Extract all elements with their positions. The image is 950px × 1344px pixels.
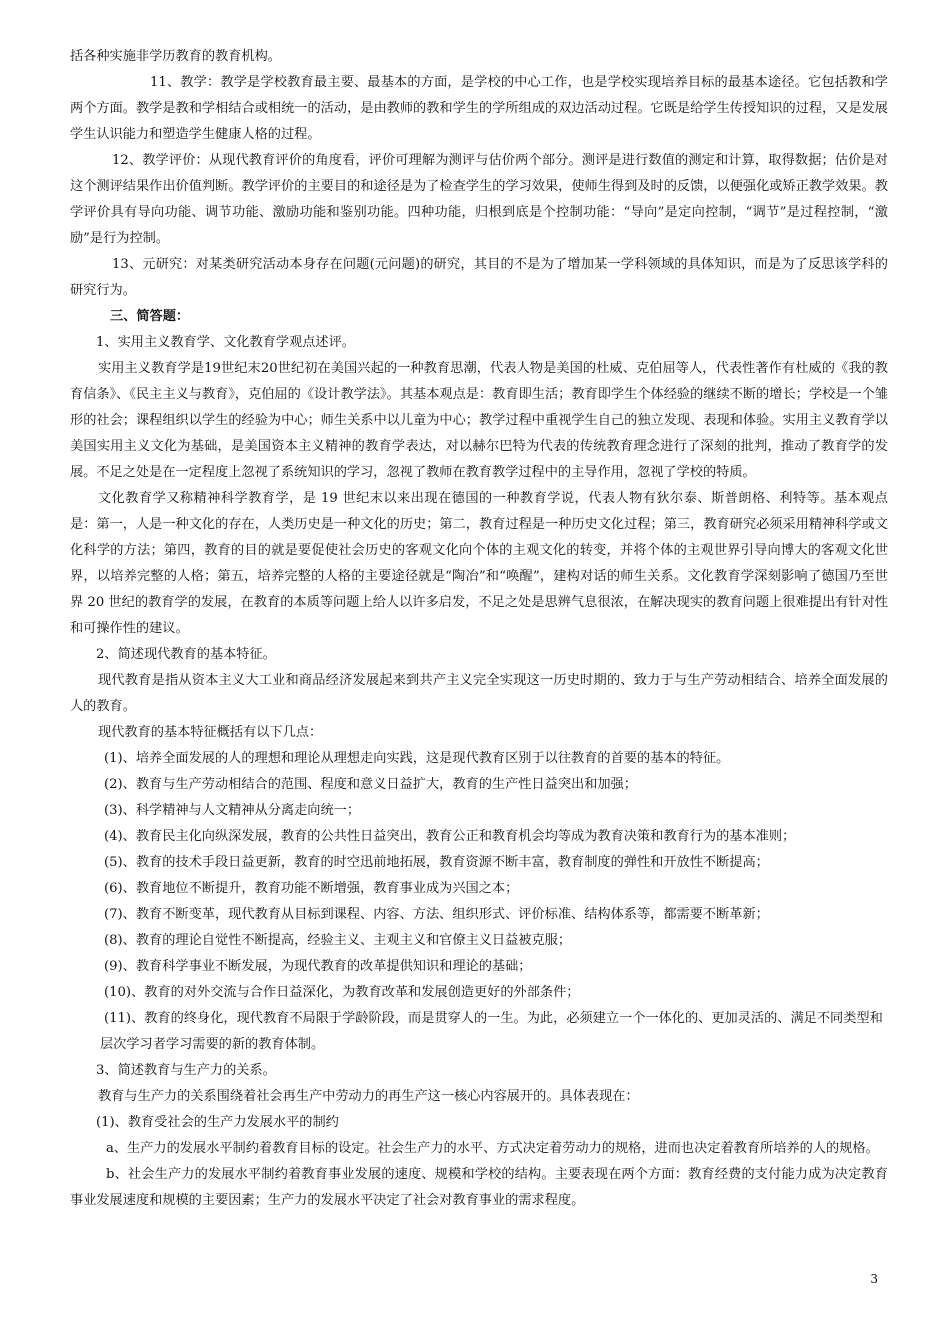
list-item: (10)、教育的对外交流与合作日益深化，为教育改革和发展创造更好的外部条件； [104,985,580,1000]
question-3-point-1: (1)、教育受社会的生产力发展水平的制约 [96,1115,339,1130]
question-2-intro: 现代教育的基本特征概括有以下几点： [98,725,323,740]
list-item: (6)、教育地位不断提升，教育功能不断增强，教育事业成为兴国之本； [104,881,519,896]
term-13-meta-research: 13、元研究：对某类研究活动本身存在问题(元问题)的研究，其目的不是为了增加某一学科领域的具体知识，而是为了反思该学科的研究行为。 [70,257,888,298]
list-item: (5)、教育的技术手段日益更新，教育的时空迅前地拓展，教育资源不断丰富，教育制度的弹性和开放性不断提高； [104,855,769,870]
list-item: (3)、科学精神与人文精神从分离走向统一； [104,803,361,818]
document-body [70,44,888,1214]
question-3-point-b: b、社会生产力的发展水平制约着教育事业发展的速度、规模和学校的结构。主要表现在两个方面：教育经费的支付能力成为决定教育事业发展速度和规模的主要因素；生产力的发展水平决定了社会对教育事业的需求程度。 [70,1167,888,1208]
question-1-pragmatism: 实用主义教育学是19世纪末20世纪初在美国兴起的一种教育思潮，代表人物是美国的杜威、克伯屈等人，代表性著作有杜威的《我的教育信条》、《民主主义与教育》，克伯屈的《设计教学法》。其基本观点是：教育即生活；教育即学生个体经验的继续不断的增长；学校是一个雏形的社会；课程组织以学生的经验为中心；师生关系中以儿童为中心；教学过程中重视学生自己的独立发现、表现和体验。实用主义教育学以美国实用主义文化为基础，是美国资本主义精神的教育学表达，对以赫尔巴特为代表的传统教育理念进行了深刻的批判，推动了教育学的发展。不足之处是在一定程度上忽视了系统知识的学习，忽视了教师在教育教学过程中的主导作用，忽视了学校的特质。 [70,361,888,480]
term-11-teaching: 11、教学：教学是学校教育最主要、最基本的方面，是学校的中心工作，也是学校实现培养目标的最基本途径。它包括教和学两个方面。教学是教和学相结合或相统一的活动，是由教师的教和学生的学所组成的双边活动过程。它既是给学生传授知识的过程，又是发展学生认识能力和塑造学生健康人格的过程。 [70,75,888,142]
list-item: (2)、教育与生产劳动相结合的范围、程度和意义日益扩大，教育的生产性日益突出和加强； [104,777,637,792]
list-item: (8)、教育的理论自觉性不断提高，经验主义、主观主义和官僚主义日益被克服； [104,933,572,948]
list-item: (4)、教育民主化向纵深发展，教育的公共性日益突出，教育公正和教育机会均等成为教育决策和教育行为的基本准则； [104,829,796,844]
page-number: 3 [870,1272,878,1286]
term-12-teaching-evaluation: 12、教学评价：从现代教育评价的角度看，评价可理解为测评与估价两个部分。测评是进行数值的测定和计算，取得数据；估价是对这个测评结果作出价值判断。教学评价的主要目的和途径是为了检查学生的学习效果，使师生得到及时的反馈，以便强化或矫正教学效果。教学评价具有导向功能、调节功能、激励功能和鉴别功能。四种功能，归根到底是个控制功能：“导向”是定向控制，“调节”是过程控制，“激励”是行为控制。 [70,153,888,246]
question-3-intro: 教育与生产力的关系围绕着社会再生产中劳动力的再生产这一核心内容展开的。具体表现在： [98,1089,639,1104]
question-2-definition: 现代教育是指从资本主义大工业和商品经济发展起来到共产主义完全实现这一历史时期的、致力于与生产劳动相结合、培养全面发展的人的教育。 [70,673,888,714]
question-2-title: 2、简述现代教育的基本特征。 [96,647,276,662]
paragraph-continuation: 括各种实施非学历教育的教育机构。 [70,49,281,64]
question-1-title: 1、实用主义教育学、文化教育学观点述评。 [96,335,355,350]
list-item: (7)、教育不断变革，现代教育从目标到课程、内容、方法、组织形式、评价标准、结构体系等，都需要不断革新； [104,907,769,922]
list-item: (9)、教育科学事业不断发展，为现代教育的改革提供知识和理论的基础； [104,959,532,974]
question-3-title: 3、简述教育与生产力的关系。 [96,1063,276,1078]
section-heading-short-answer: 三、简答题： [110,309,190,324]
list-item: (11)、教育的终身化，现代教育不局限于学龄阶段，而是贯穿人的一生。为此，必须建立一个一体化的、更加灵活的、满足不同类型和层次学习者学习需要的新的教育体制。 [100,1011,883,1052]
list-item: (1)、培养全面发展的人的理想和理论从理想走向实践，这是现代教育区别于以往教育的首要的基本的特征。 [104,751,730,766]
question-1-cultural-pedagogy: 文化教育学又称精神科学教育学，是 19 世纪末以来出现在德国的一种教育学说，代表人物有狄尔泰、斯普朗格、利特等。基本观点是：第一，人是一种文化的存在，人类历史是一种文化的历史；第二，教育过程是一种历史文化过程；第三，教育研究必须采用精神科学或文化科学的方法；第四，教育的目的就是要促使社会历史的客观文化向个体的主观文化的转变，并将个体的主观世界引导向博大的客观文化世界，以培养完整的人格；第五，培养完整的人格的主要途径就是“陶冶”和“唤醒”，建构对话的师生关系。文化教育学深刻影响了德国乃至世界 20 世纪的教育学的发展，在教育的本质等问题上给人以许多启发，不足之处是思辨气息很浓，在解决现实的教育问题上很难提出有针对性和可操作性的建议。 [70,491,888,636]
question-3-point-a: a、生产力的发展水平制约着教育目标的设定。社会生产力的水平、方式决定着劳动力的规格，进而也决定着教育所培养的人的规格。 [106,1141,879,1156]
